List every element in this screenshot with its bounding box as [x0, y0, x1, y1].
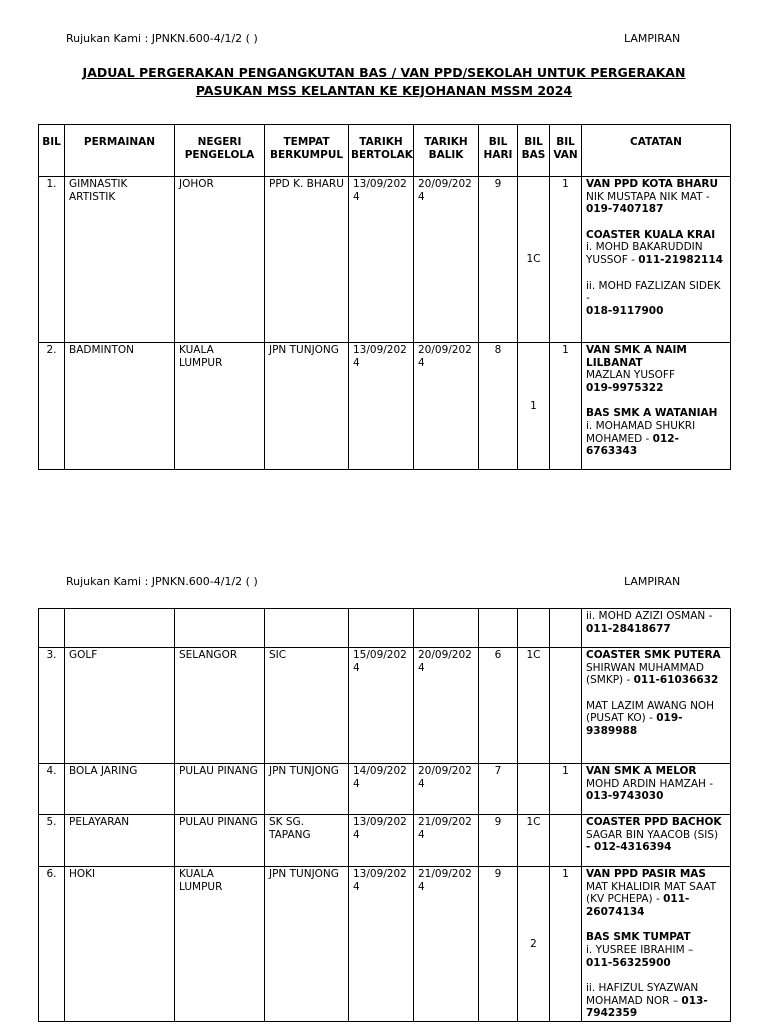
reference-number: Rujukan Kami : JPNKN.600-4/1/2 ( ) [66, 575, 258, 588]
cell-catatan [582, 343, 731, 470]
driver-phone: 019-9975322 [586, 381, 664, 394]
vehicle-heading: VAN SMK A MELOR [586, 765, 697, 777]
cell-bil-van [550, 648, 582, 764]
driver-name: MAT LAZIM AWANG NOH (PUSAT KO) - [586, 699, 715, 725]
header-tarikh-balik: TARIKH BALIK [414, 125, 479, 177]
cell-tempat: SIC [265, 648, 349, 764]
cell-bil: 2. [39, 343, 65, 470]
cell-bil-van: 1 [550, 867, 582, 1022]
cell-bil-bas: 1C [518, 648, 550, 764]
cell-bil-hari: 6 [479, 648, 518, 764]
cell-tarikh-bertolak: 13/09/2024 [349, 867, 414, 1022]
schedule-table-page-1 [38, 124, 731, 470]
document-title-line-2: PASUKAN MSS KELANTAN KE KEJOHANAN MSSM 2024 [195, 83, 573, 98]
cell-bil-hari: 9 [479, 177, 518, 343]
cell-tempat: JPN TUNJONG [265, 764, 349, 815]
cell-bil-hari: 9 [479, 815, 518, 867]
driver-phone: 013-7942359 [586, 994, 708, 1020]
cell-bil-bas: 1C [518, 815, 550, 867]
cell-tarikh-balik: 20/09/2024 [414, 648, 479, 764]
header-tarikh-bertolak: TARIKH BERTOLAK [349, 125, 414, 177]
cell-bil: 3. [39, 648, 65, 764]
table-row [39, 815, 731, 867]
cell-bil-van: 1 [550, 764, 582, 815]
vehicle-heading: COASTER KUALA KRAI [586, 228, 716, 241]
cell-tarikh-balik: 20/09/2024 [414, 764, 479, 815]
driver-name: SHIRWAN MUHAMMAD (SMKP) - [586, 661, 704, 687]
table-row [39, 764, 731, 815]
cell-catatan [582, 815, 731, 867]
cell-tempat: PPD K. BHARU [265, 177, 349, 343]
cell-negeri: JOHOR [175, 177, 265, 343]
cell-bil-bas: 1 [518, 343, 550, 470]
header-tempat: TEMPAT BERKUMPUL [265, 125, 349, 177]
cell-tempat: JPN TUNJONG [265, 867, 349, 1022]
driver-phone: 018-9117900 [586, 304, 664, 317]
cell-permainan: HOKI [65, 867, 175, 1022]
cell-bil-bas: 1C [518, 177, 550, 343]
lampiran-label: LAMPIRAN [624, 32, 681, 45]
vehicle-heading: COASTER PPD BACHOK [586, 816, 722, 828]
vehicle-heading: VAN SMK A NAIM LILBANAT [586, 344, 687, 369]
cell-tarikh-bertolak: 13/09/2024 [349, 177, 414, 343]
driver-name: i. MOHAMAD SHUKRI MOHAMED - [586, 419, 696, 445]
header-bil-bas: BIL BAS [518, 125, 550, 177]
lampiran-label: LAMPIRAN [624, 575, 681, 588]
cell-bil: 1. [39, 177, 65, 343]
header-permainan: PERMAINAN [65, 125, 175, 177]
cell-tarikh-bertolak: 15/09/2024 [349, 648, 414, 764]
cell-bil: 5. [39, 815, 65, 867]
cell-tarikh-balik: 21/09/2024 [414, 815, 479, 867]
driver-phone: 011-61036632 [633, 674, 719, 687]
document-title-line-1: JADUAL PERGERAKAN PENGANGKUTAN BAS / VAN PPD/SEKOLAH UNTUK PERGERAKAN [82, 65, 686, 80]
cell-tarikh-bertolak: 14/09/2024 [349, 764, 414, 815]
header-bil-van: BIL VAN [550, 125, 582, 177]
table-row [39, 648, 731, 764]
reference-number: Rujukan Kami : JPNKN.600-4/1/2 ( ) [66, 32, 258, 45]
cell-permainan: PELAYARAN [65, 815, 175, 867]
cell-bil-van: 1 [550, 343, 582, 470]
cell-bil-van: 1 [550, 177, 582, 343]
cell-catatan [582, 867, 731, 1022]
driver-name: ii. MOHD FAZLIZAN SIDEK - [586, 279, 721, 305]
driver-phone: 011-21982114 [638, 253, 723, 266]
header-bil-hari: BIL HARI [479, 125, 518, 177]
driver-name: ii. MOHD AZIZI OSMAN - [586, 610, 713, 622]
header-negeri: NEGERI PENGELOLA [175, 125, 265, 177]
cell-tempat: JPN TUNJONG [265, 343, 349, 470]
vehicle-heading: VAN PPD KOTA BHARU [586, 178, 718, 190]
cell-negeri: PULAU PINANG [175, 764, 265, 815]
driver-name: NIK MUSTAPA NIK MAT - [586, 190, 710, 203]
driver-phone: 019-7407187 [586, 203, 664, 216]
driver-name: MOHD ARDIN HAMZAH - [586, 777, 714, 790]
vehicle-heading: BAS SMK TUMPAT [586, 931, 691, 944]
cell-tarikh-bertolak: 13/09/2024 [349, 343, 414, 470]
driver-name: i. YUSREE IBRAHIM – [586, 943, 694, 956]
cell-tarikh-bertolak: 13/09/2024 [349, 815, 414, 867]
table-row [39, 867, 731, 1022]
cell-tarikh-balik: 21/09/2024 [414, 867, 479, 1022]
cell-negeri: KUALA LUMPUR [175, 343, 265, 470]
cell-bil-hari: 7 [479, 764, 518, 815]
cell-bil-van [550, 815, 582, 867]
driver-phone: - 012-4316394 [586, 841, 672, 854]
cell-catatan [582, 648, 731, 764]
driver-name: MAZLAN YUSOFF [586, 369, 676, 382]
cell-permainan: BADMINTON [65, 343, 175, 470]
table-row-continuation [39, 609, 731, 648]
driver-name: ii. HAFIZUL SYAZWAN MOHAMAD NOR – [586, 982, 699, 1007]
cell-bil: 6. [39, 867, 65, 1022]
driver-phone: 019-9389988 [586, 712, 683, 737]
driver-name: i. MOHD BAKARUDDIN YUSSOF - [586, 241, 703, 266]
cell-catatan [582, 609, 731, 648]
driver-phone: 013-9743030 [586, 790, 664, 803]
driver-phone: 011-56325900 [586, 956, 671, 969]
header-catatan: CATATAN [582, 125, 731, 177]
driver-phone: 011-26074134 [586, 893, 690, 918]
header-bil: BIL [39, 125, 65, 177]
cell-catatan [582, 177, 731, 343]
cell-tarikh-balik: 20/09/2024 [414, 177, 479, 343]
driver-phone: 012-6763343 [586, 432, 679, 458]
driver-phone: 011-28418677 [586, 622, 671, 635]
cell-permainan: GOLF [65, 648, 175, 764]
vehicle-heading: COASTER SMK PUTERA [586, 649, 721, 661]
cell-permainan: GIMNASTIK ARTISTIK [65, 177, 175, 343]
cell-bil-bas [518, 764, 550, 815]
vehicle-heading: VAN PPD PASIR MAS [586, 868, 706, 880]
cell-tempat: SK SG. TAPANG [265, 815, 349, 867]
cell-bil-hari: 8 [479, 343, 518, 470]
cell-bil-hari: 9 [479, 867, 518, 1022]
cell-negeri: PULAU PINANG [175, 815, 265, 867]
table-header-row [39, 125, 731, 177]
cell-tarikh-balik: 20/09/2024 [414, 343, 479, 470]
vehicle-heading: BAS SMK A WATANIAH [586, 407, 718, 420]
driver-name: MAT KHALIDIR MAT SAAT (KV PCHEPA) - [586, 880, 717, 906]
cell-negeri: SELANGOR [175, 648, 265, 764]
cell-bil-bas: 2 [518, 867, 550, 1022]
cell-catatan [582, 764, 731, 815]
table-row [39, 343, 731, 470]
cell-negeri: KUALA LUMPUR [175, 867, 265, 1022]
driver-name: SAGAR BIN YAACOB (SIS) [586, 828, 719, 841]
table-row [39, 177, 731, 343]
cell-permainan: BOLA JARING [65, 764, 175, 815]
schedule-table-page-2 [38, 608, 731, 1022]
cell-bil: 4. [39, 764, 65, 815]
